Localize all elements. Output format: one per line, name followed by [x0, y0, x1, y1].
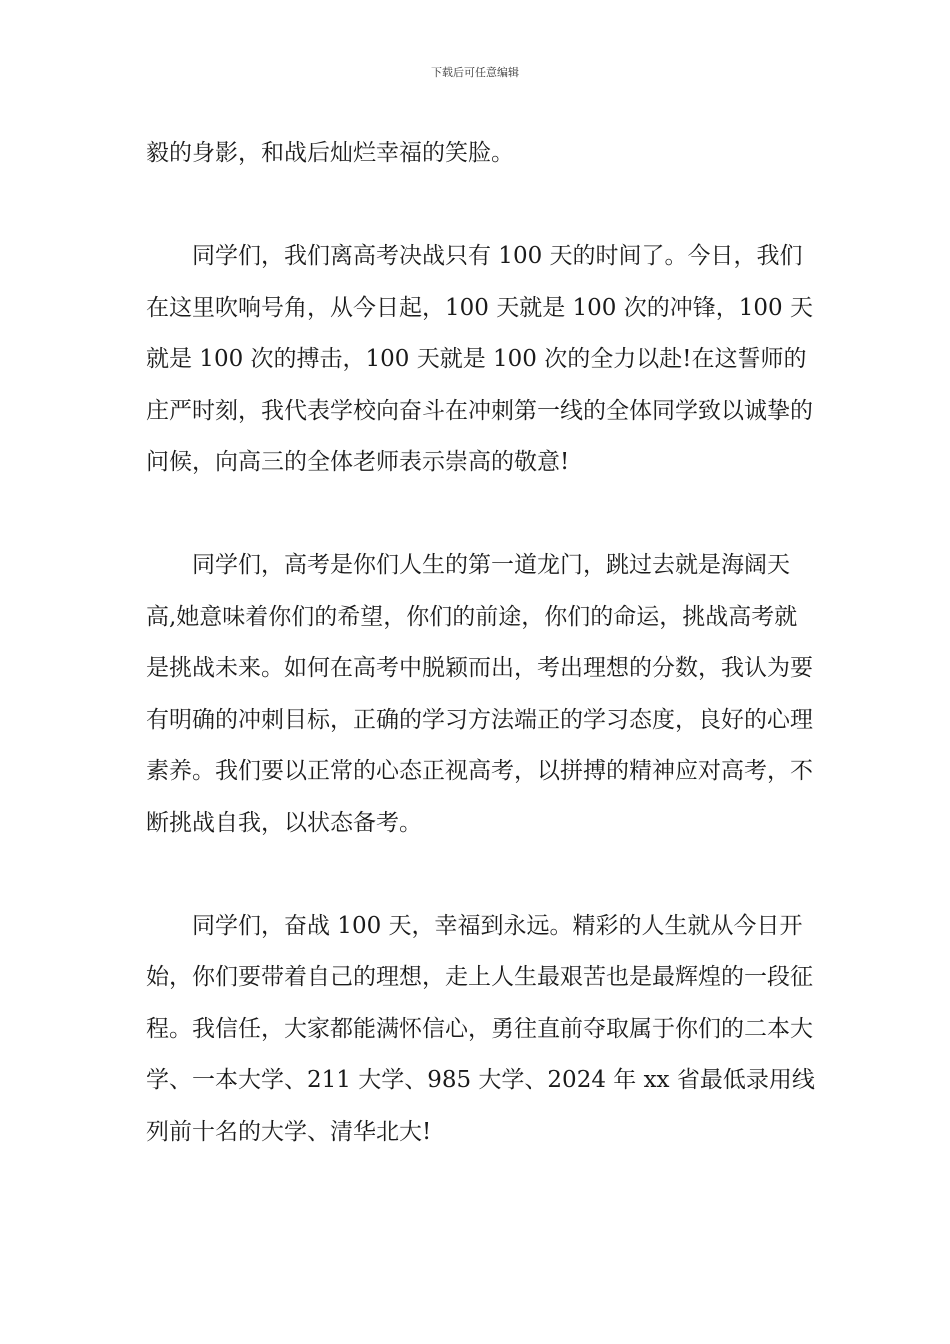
paragraph-countdown: 同学们，我们离高考决战只有 100 天的时间了。今日，我们在这里吹响号角，从今日起，100 天就是 100 次的冲锋，100 天就是 100 次的搏击，100 天就是 100 次的全力以赴!在这誓师的庄严时刻，我代表学校向奋斗在冲刺第一线的全体同学致以诚挚的问候，向高三的全体老师表示崇高的敬意! — [146, 243, 813, 475]
paragraph-dragon-gate: 同学们，高考是你们人生的第一道龙门，跳过去就是海阔天高,她意味着你们的希望，你们的前途，你们的命运，挑战高考就是挑战未来。如何在高考中脱颖而出，考出理想的分数，我认为要有明确的冲刺目标，正确的学习方法端正的学习态度，良好的心理素养。我们要以正常的心态正视高考，以拼搏的精神应对高考，不断挑战自我，以状态备考。 — [146, 552, 813, 836]
page-header: 下载后可任意编辑 — [431, 66, 519, 79]
paragraph-gap — [146, 489, 818, 541]
paragraph-continuation: 毅的身影，和战后灿烂幸福的笑脸。 — [146, 140, 514, 166]
paragraph-gap — [146, 849, 818, 901]
paragraph-hundred-days: 同学们，奋战 100 天，幸福到永远。精彩的人生就从今日开始，你们要带着自己的理想，走上人生最艰苦也是最辉煌的一段征程。我信任，大家都能满怀信心，勇往直前夺取属于你们的二本大学、一本大学、211 大学、985 大学、2024 年 xx 省最低录用线列前十名的大学、清华北大! — [146, 912, 815, 1145]
paragraph-gap — [146, 180, 818, 232]
document-body — [146, 128, 818, 1158]
